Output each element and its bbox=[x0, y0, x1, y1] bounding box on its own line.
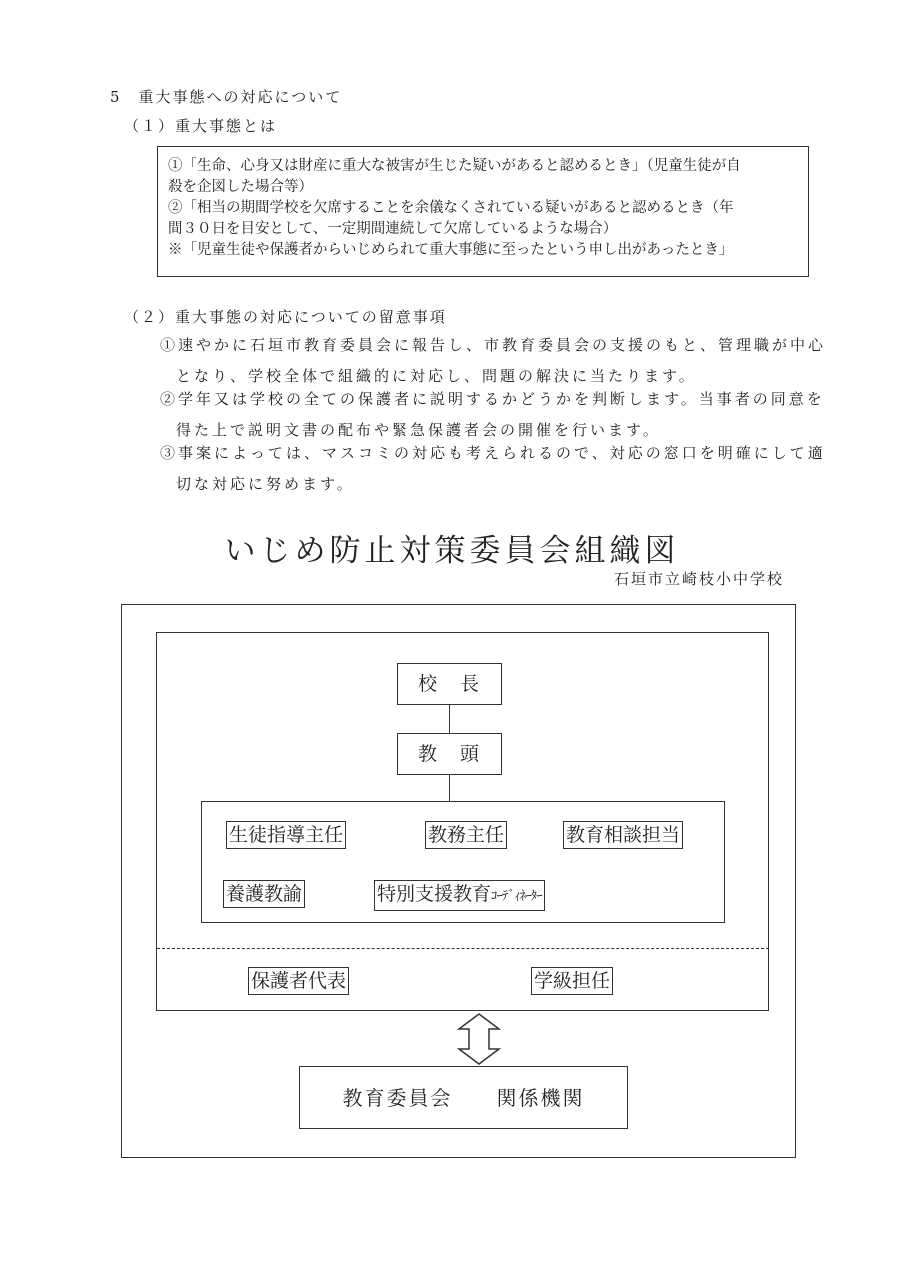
staff-counseling: 教育相談担当 bbox=[563, 821, 683, 849]
section-heading: 5 重大事態への対応について bbox=[110, 88, 343, 106]
staff-guidance: 生徒指導主任 bbox=[226, 821, 346, 849]
definition-line: ※「児童生徒や保護者からいじめられて重大事態に至ったという申し出があったとき」 bbox=[168, 242, 734, 258]
school-name: 石垣市立崎枝小中学校 bbox=[614, 570, 785, 588]
external-bodies-label: 教育委員会 関係機関 bbox=[342, 1086, 585, 1110]
subsection-1-heading: （１）重大事態とは bbox=[124, 117, 278, 135]
staff-special-ed bbox=[374, 880, 545, 911]
special-ed-main: 特別支援教育 bbox=[377, 883, 492, 905]
note-line: ③事案によっては、マスコミの対応も考えられるので、対応の窓口を明確にして適 bbox=[160, 444, 826, 462]
connector-line bbox=[449, 705, 450, 733]
note-line: ②学年又は学校の全ての保護者に説明するかどうかを判断します。当事者の同意を bbox=[160, 390, 825, 408]
parent-representative: 保護者代表 bbox=[248, 967, 349, 995]
connector-line bbox=[449, 775, 450, 801]
definition-line: ②「相当の期間学校を欠席することを余儀なくされている疑いがあると認めるとき（年 bbox=[168, 200, 734, 216]
principal-box: 校 長 bbox=[397, 663, 502, 705]
definition-line: 間３０日を目安として、一定期間連続して欠席しているような場合） bbox=[168, 221, 618, 237]
definition-line: ①「生命、心身又は財産に重大な被害が生じた疑いがあると認めるとき」（児童生徒が自 bbox=[168, 158, 741, 174]
subsection-2-heading: （２）重大事態の対応についての留意事項 bbox=[124, 308, 447, 326]
definition-line: 殺を企図した場合等） bbox=[168, 179, 313, 195]
dashed-separator bbox=[157, 948, 769, 949]
staff-academic: 教務主任 bbox=[425, 821, 507, 849]
staff-nurse: 養護教諭 bbox=[223, 880, 305, 908]
double-arrow-icon bbox=[456, 1013, 502, 1065]
note-line: 得た上で説明文書の配布や緊急保護者会の開催を行います。 bbox=[176, 421, 661, 439]
vice-principal-box: 教 頭 bbox=[397, 733, 502, 775]
note-line: となり、学校全体で組織的に対応し、問題の解決に当たります。 bbox=[176, 367, 697, 385]
homeroom-teacher: 学級担任 bbox=[531, 967, 613, 995]
special-ed-suffix: ｺｰﾃﾞｨﾈｰﾀｰ bbox=[491, 889, 542, 904]
note-line: 切な対応に努めます。 bbox=[176, 475, 355, 493]
org-chart-title: いじめ防止対策委員会組織図 bbox=[224, 533, 680, 569]
note-line: ①速やかに石垣市教育委員会に報告し、市教育委員会の支援のもと、管理職が中心 bbox=[160, 336, 827, 354]
